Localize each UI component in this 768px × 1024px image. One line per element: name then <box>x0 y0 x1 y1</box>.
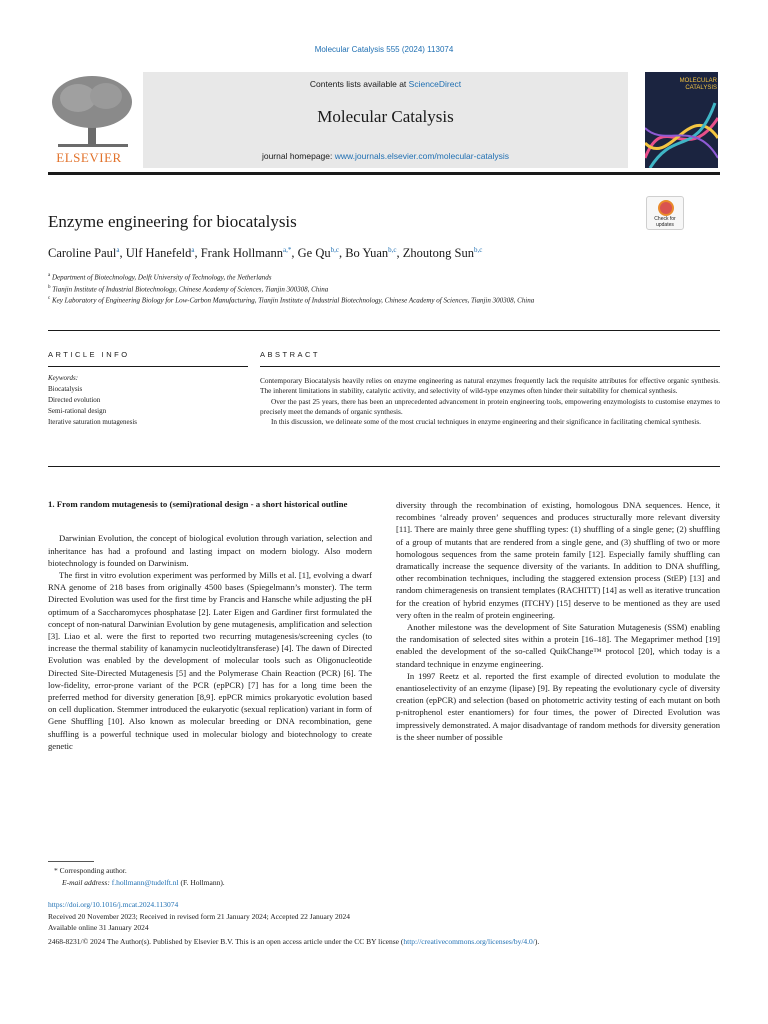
check-updates-label: Check for updates <box>654 216 676 228</box>
journal-reference[interactable]: Molecular Catalysis 555 (2024) 113074 <box>314 45 454 54</box>
body-paragraph: In 1997 Reetz et al. reported the first example of directed evolution to modulate the enantioselectivity of an enzyme (lipase) [9]. By repeating the evolutionary cycle of diversity creation (epPCR) and selection (based on photometric activity testing of each mutant on both p-nitrophenol ester enantiomers) for four times, the power of Directed Evolution was impressively demonstrated. A major disadvantage of random methods for diversity generation is the sheer number of possible <box>396 670 720 742</box>
article-info-heading: ARTICLE INFO <box>48 350 130 359</box>
cover-title: MOLECULAR CATALYSIS <box>679 78 717 91</box>
author[interactable]: Bo Yuan$^{b,c}$, <box>345 246 403 261</box>
keyword[interactable]: Semi-rational design <box>48 407 107 415</box>
affiliation: $^a$ Department of Biotechnology, Delft University of Technology, the Netherlands <box>48 273 272 282</box>
affiliation: $^c$ Key Laboratory of Engineering Biology for Low-Carbon Manufacturing, Tianjin Institute of Industrial Biotechnology, Chinese Academy of Sciences, Tianjin 300308, China <box>48 296 535 305</box>
abstract-paragraph: Over the past 25 years, there has been an unprecedented advancement in protein engineering tools, empowering enzymologists to customise enzymes to precisely meet the demands of organic synthesis. <box>260 396 720 417</box>
body-paragraph: The first in vitro evolution experiment was performed by Mills et al. [1], evolving a dwarf RNA genome of 218 bases from originally 4500 bases (Spiegelmann’s monster). The term Directed Evolution was used for the first time by Francis and Hansche while adjusting the pH optimum of a Saccharomyces phosphatase [2]. Later Eigen and Gardiner first formulated the concept of non-natural Darwinian Evolution by gene mutagenesis, amplification and selection [3]. Liao et al. were the first to reported two recurring mutagenesis/screening cycles (to increase the thermal stability of kanamycin nucleotidyltransferase) [4]. The dawn of Directed Evolution was enabled by the development of molecular tools such as Oligonucleotide Directed Site-Directed Mutagenesis [5] and the Polymerase Chain Reaction (PCR) [6]. The low-fidelity, error-prone variant of the PCR (epPCR) [7] has for a long time been the preferred method for diversity generation [8,9]. epPCR mimics prokaryotic evolution based on cell duplication. Stemmer introduced the eukaryotic (sexual replication) variant in form of Gene Shuffling [10]. Also known as molecular breeding or DNA recombination, gene shuffling is a powerful technique used in molecular biology and biotechnology to create genetic <box>48 570 372 751</box>
contents-line: Contents lists available at ScienceDirect <box>309 79 462 89</box>
header-rule <box>48 172 720 175</box>
footnote-rule <box>48 861 94 862</box>
body-column-left <box>48 499 372 752</box>
abstract-paragraph: Contemporary Biocatalysis heavily relies on enzyme engineering as natural enzymes frequently lack the requisite attributes for effective organic synthesis. The inherent limitations in stability, catalytic activity, and selectivity of wild-type enzymes often hinder their suitability for chemical synthesis. <box>260 376 720 396</box>
keyword[interactable]: Iterative saturation mutagenesis <box>48 418 138 426</box>
corresponding-note: * Corresponding author. <box>54 866 127 875</box>
divider <box>48 366 248 367</box>
license-link[interactable]: http://creativecommons.org/licenses/by/4.0/ <box>403 937 535 946</box>
body-paragraph: Darwinian Evolution, the concept of biological evolution through variation, selection and inheritance has had a profound and lasting impact on modern biology. Also modern biotechnology is founded on Darwinism. <box>48 533 372 568</box>
check-for-updates-badge[interactable] <box>646 196 684 230</box>
author[interactable]: Ulf Hanefeld$^a$, <box>125 246 201 261</box>
keyword[interactable]: Biocatalysis <box>48 385 83 393</box>
author[interactable]: Ge Qu$^{b,c}$, <box>297 246 346 261</box>
author[interactable]: Frank Hollmann$^{a,*}$, <box>200 246 298 261</box>
author[interactable]: Caroline Paul$^a$, <box>48 246 126 261</box>
article-title: Enzyme engineering for biocatalysis <box>48 212 297 231</box>
author[interactable]: Zhoutong Sun$^{b,c}$ <box>402 246 483 261</box>
license-line: 2468-8231/© 2024 The Author(s). Published by Elsevier B.V. This is an open access article under the CC BY license (http://creativecommons.org/licenses/by/4.0/). <box>48 937 540 946</box>
abstract-paragraph: In this discussion, we delineate some of the most crucial techniques in enzyme engineering and their significance in facilitating chemical synthesis. <box>271 417 701 427</box>
abstract-heading: ABSTRACT <box>260 350 321 359</box>
doi-link[interactable]: https://doi.org/10.1016/j.mcat.2024.113074 <box>48 900 179 909</box>
homepage-link[interactable]: www.journals.elsevier.com/molecular-catalysis <box>334 151 510 161</box>
affiliation: $^b$ Tianjin Institute of Industrial Biotechnology, Chinese Academy of Sciences, Tianjin 300308, China <box>48 285 329 294</box>
divider <box>48 330 720 331</box>
publisher-wordmark: ELSEVIER <box>56 150 122 165</box>
author-list <box>48 246 482 261</box>
email-link[interactable]: f.hollmann@tudelft.nl <box>111 878 179 887</box>
homepage-line: journal homepage: www.journals.elsevier.com/molecular-catalysis <box>261 151 510 161</box>
keywords-label: Keywords: <box>48 374 79 382</box>
body-column-right <box>396 499 720 743</box>
body-paragraph: diversity through the recombination of existing, homologous DNA sequences. Hence, it recombines ‘already proven’ sequences and produces structurally more relevant diversity [11]. There are mainly three gene shuffling types: (1) shuffling of a single gene; (2) shuffling of a group of mutants that are rendered from a single gene, and (3) shuffling of two or more homologous sequences from the same protein family [12]. Especially family shuffling can dramatically increase the sequence diversity of the variants. In addition to DNA shuffling, other recombination techniques, including the staggered extension process (StEP) [13] and random chimeragenesis on transient templates (RACHITT) [14] as well as iterative truncation for the creation of hybrid enzymes (ITCHY) [15] deserve to be mentioned as they are used very often in the realm of protein engineering. <box>396 500 720 620</box>
available-date: Available online 31 January 2024 <box>48 923 149 932</box>
received-dates: Received 20 November 2023; Received in revised form 21 January 2024; Accepted 22 January 2024 <box>48 912 350 921</box>
journal-cover <box>645 72 718 168</box>
section-heading: 1. From random mutagenesis to (semi)rational design - a short historical outline <box>48 499 348 509</box>
body-paragraph: Another milestone was the development of Site Saturation Mutagenesis (SSM) enabling the randomisation of selected sites within a protein [16–18]. The Megaprimer method [19] enabled the development of the so-called QuikChange™ protocol [20], which today is a standard technique in enzyme engineering. <box>396 622 720 669</box>
keyword[interactable]: Directed evolution <box>48 396 101 404</box>
divider <box>260 366 720 367</box>
journal-title: Molecular Catalysis <box>317 107 454 126</box>
abstract-text <box>260 376 720 428</box>
divider <box>48 466 720 467</box>
email-line: E-mail address: f.hollmann@tudelft.nl (F. Hollmann). <box>62 878 225 887</box>
check-updates-icon <box>658 200 674 216</box>
sciencedirect-link[interactable]: ScienceDirect <box>408 79 462 89</box>
